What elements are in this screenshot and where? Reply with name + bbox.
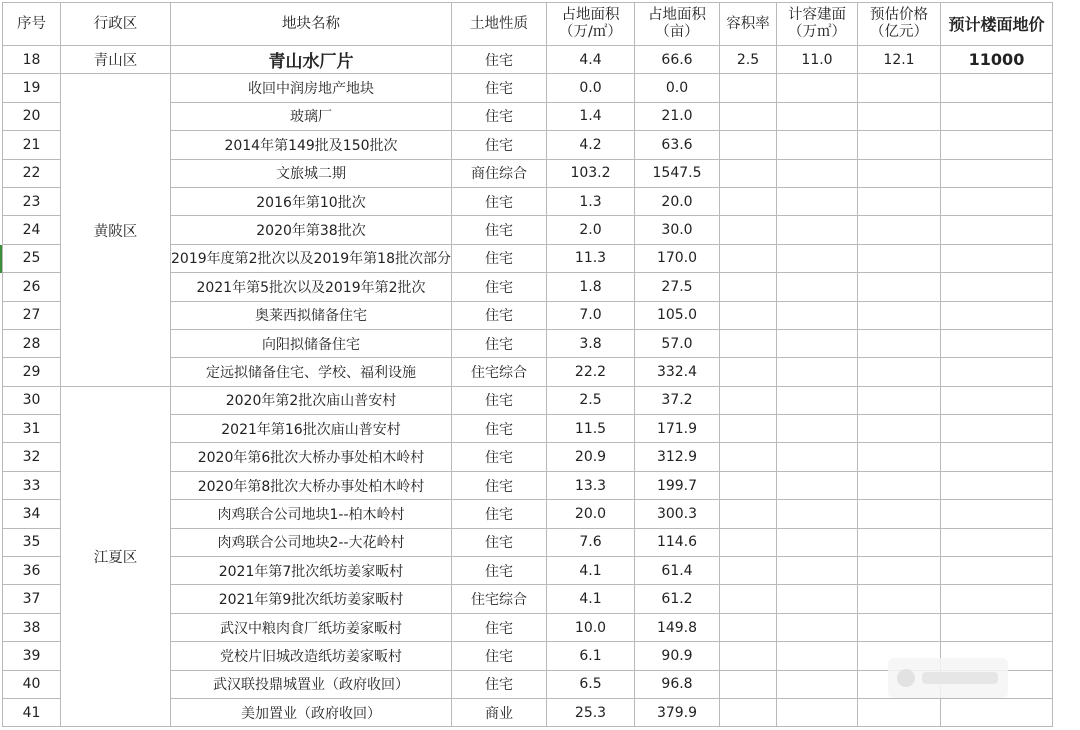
- cell-land-use[interactable]: 住宅: [452, 642, 547, 670]
- cell-seq[interactable]: 24: [3, 216, 61, 244]
- cell-parcel-name[interactable]: 2020年第38批次: [171, 216, 452, 244]
- cell-parcel-name[interactable]: 青山水厂片: [171, 46, 452, 74]
- cell-area-mu[interactable]: 171.9: [635, 415, 720, 443]
- cell-floor-price[interactable]: [941, 102, 1053, 130]
- cell-area-wan[interactable]: 4.1: [547, 557, 635, 585]
- cell-price[interactable]: [858, 443, 941, 471]
- cell-seq[interactable]: 21: [3, 131, 61, 159]
- cell-district[interactable]: 黄陂区: [61, 74, 171, 386]
- cell-far[interactable]: [720, 301, 777, 329]
- cell-gfa[interactable]: [777, 528, 858, 556]
- cell-seq[interactable]: 30: [3, 386, 61, 414]
- cell-area-mu[interactable]: 66.6: [635, 46, 720, 74]
- cell-price[interactable]: [858, 102, 941, 130]
- cell-gfa[interactable]: [777, 216, 858, 244]
- cell-parcel-name[interactable]: 2021年第9批次纸坊姜家畈村: [171, 585, 452, 613]
- cell-land-use[interactable]: 住宅: [452, 670, 547, 698]
- cell-land-use[interactable]: 商住综合: [452, 159, 547, 187]
- cell-seq[interactable]: 36: [3, 557, 61, 585]
- cell-seq[interactable]: 29: [3, 358, 61, 386]
- header-area-mu[interactable]: 占地面积 （亩）: [635, 3, 720, 46]
- cell-floor-price[interactable]: [941, 415, 1053, 443]
- cell-land-use[interactable]: 住宅综合: [452, 585, 547, 613]
- cell-seq[interactable]: 26: [3, 273, 61, 301]
- cell-price[interactable]: [858, 273, 941, 301]
- cell-area-wan[interactable]: 20.9: [547, 443, 635, 471]
- cell-land-use[interactable]: 住宅: [452, 187, 547, 215]
- cell-far[interactable]: [720, 74, 777, 102]
- header-floor-price[interactable]: 预计楼面地价: [941, 3, 1053, 46]
- cell-land-use[interactable]: 住宅: [452, 443, 547, 471]
- cell-far[interactable]: [720, 557, 777, 585]
- cell-seq[interactable]: 37: [3, 585, 61, 613]
- cell-seq[interactable]: 28: [3, 329, 61, 357]
- cell-land-use[interactable]: 住宅: [452, 415, 547, 443]
- cell-far[interactable]: [720, 329, 777, 357]
- cell-seq[interactable]: 41: [3, 698, 61, 726]
- cell-parcel-name[interactable]: 党校片旧城改造纸坊姜家畈村: [171, 642, 452, 670]
- cell-gfa[interactable]: [777, 557, 858, 585]
- cell-area-mu[interactable]: 37.2: [635, 386, 720, 414]
- cell-area-wan[interactable]: 6.5: [547, 670, 635, 698]
- cell-parcel-name[interactable]: 2020年第8批次大桥办事处柏木岭村: [171, 471, 452, 499]
- cell-parcel-name[interactable]: 收回中润房地产地块: [171, 74, 452, 102]
- cell-floor-price[interactable]: [941, 187, 1053, 215]
- cell-parcel-name[interactable]: 肉鸡联合公司地块2--大花岭村: [171, 528, 452, 556]
- cell-far[interactable]: [720, 443, 777, 471]
- cell-parcel-name[interactable]: 奥莱西拟储备住宅: [171, 301, 452, 329]
- table-row: [3, 46, 1053, 74]
- land-parcel-table: [2, 2, 1053, 727]
- cell-price[interactable]: [858, 216, 941, 244]
- cell-floor-price[interactable]: [941, 471, 1053, 499]
- cell-gfa[interactable]: [777, 642, 858, 670]
- cell-parcel-name[interactable]: 2021年第7批次纸坊姜家畈村: [171, 557, 452, 585]
- cell-seq[interactable]: 40: [3, 670, 61, 698]
- cell-area-wan[interactable]: 25.3: [547, 698, 635, 726]
- cell-far[interactable]: [720, 528, 777, 556]
- cell-area-mu[interactable]: 199.7: [635, 471, 720, 499]
- cell-far[interactable]: [720, 415, 777, 443]
- cell-gfa[interactable]: [777, 187, 858, 215]
- cell-seq[interactable]: 33: [3, 471, 61, 499]
- cell-floor-price[interactable]: [941, 358, 1053, 386]
- cell-price[interactable]: [858, 386, 941, 414]
- cell-area-mu[interactable]: 61.2: [635, 585, 720, 613]
- cell-land-use[interactable]: 住宅: [452, 131, 547, 159]
- cell-parcel-name[interactable]: 武汉中粮肉食厂纸坊姜家畈村: [171, 613, 452, 641]
- cell-floor-price[interactable]: [941, 443, 1053, 471]
- cell-floor-price[interactable]: [941, 528, 1053, 556]
- cell-floor-price[interactable]: [941, 329, 1053, 357]
- cell-far[interactable]: [720, 386, 777, 414]
- cell-area-wan[interactable]: 11.3: [547, 244, 635, 272]
- cell-far[interactable]: [720, 642, 777, 670]
- header-seq[interactable]: 序号: [3, 3, 61, 46]
- cell-parcel-name[interactable]: 2014年第149批及150批次: [171, 131, 452, 159]
- header-district[interactable]: 行政区: [61, 3, 171, 46]
- cell-land-use[interactable]: 住宅综合: [452, 358, 547, 386]
- cell-area-mu[interactable]: 30.0: [635, 216, 720, 244]
- cell-seq[interactable]: 35: [3, 528, 61, 556]
- cell-parcel-name[interactable]: 2021年第5批次以及2019年第2批次: [171, 273, 452, 301]
- cell-gfa[interactable]: [777, 670, 858, 698]
- cell-area-mu[interactable]: 90.9: [635, 642, 720, 670]
- cell-area-mu[interactable]: 114.6: [635, 528, 720, 556]
- cell-gfa[interactable]: [777, 273, 858, 301]
- cell-land-use[interactable]: 住宅: [452, 216, 547, 244]
- cell-area-wan[interactable]: 10.0: [547, 613, 635, 641]
- cell-land-use[interactable]: 住宅: [452, 273, 547, 301]
- cell-floor-price[interactable]: [941, 557, 1053, 585]
- cell-area-mu[interactable]: 0.0: [635, 74, 720, 102]
- table-body: [3, 46, 1053, 727]
- cell-parcel-name[interactable]: 美加置业（政府收回）: [171, 698, 452, 726]
- cell-parcel-name[interactable]: 2016年第10批次: [171, 187, 452, 215]
- cell-area-wan[interactable]: 2.0: [547, 216, 635, 244]
- cell-area-wan[interactable]: 7.6: [547, 528, 635, 556]
- cell-seq[interactable]: 18: [3, 46, 61, 74]
- cell-far[interactable]: [720, 216, 777, 244]
- cell-area-wan[interactable]: 2.5: [547, 386, 635, 414]
- cell-land-use[interactable]: 住宅: [452, 471, 547, 499]
- cell-price[interactable]: [858, 74, 941, 102]
- cell-price[interactable]: [858, 301, 941, 329]
- cell-floor-price[interactable]: [941, 131, 1053, 159]
- cell-area-mu[interactable]: 1547.5: [635, 159, 720, 187]
- cell-gfa[interactable]: [777, 585, 858, 613]
- cell-area-wan[interactable]: 11.5: [547, 415, 635, 443]
- cell-area-wan[interactable]: 6.1: [547, 642, 635, 670]
- cell-area-wan[interactable]: 20.0: [547, 500, 635, 528]
- cell-area-wan[interactable]: 22.2: [547, 358, 635, 386]
- cell-gfa[interactable]: [777, 329, 858, 357]
- cell-land-use[interactable]: 商业: [452, 698, 547, 726]
- cell-price[interactable]: [858, 415, 941, 443]
- cell-price[interactable]: [858, 358, 941, 386]
- cell-land-use[interactable]: 住宅: [452, 613, 547, 641]
- cell-land-use[interactable]: 住宅: [452, 74, 547, 102]
- cell-area-wan[interactable]: 0.0: [547, 74, 635, 102]
- cell-parcel-name[interactable]: 2021年第16批次庙山普安村: [171, 415, 452, 443]
- cell-seq[interactable]: 39: [3, 642, 61, 670]
- cell-parcel-name[interactable]: 武汉联投鼎城置业（政府收回）: [171, 670, 452, 698]
- cell-gfa[interactable]: [777, 301, 858, 329]
- cell-area-wan[interactable]: 13.3: [547, 471, 635, 499]
- cell-area-wan[interactable]: 4.1: [547, 585, 635, 613]
- cell-land-use[interactable]: 住宅: [452, 46, 547, 74]
- cell-area-wan[interactable]: 1.4: [547, 102, 635, 130]
- cell-area-mu[interactable]: 96.8: [635, 670, 720, 698]
- cell-district[interactable]: 青山区: [61, 46, 171, 74]
- header-gfa[interactable]: 计容建面 （万㎡）: [777, 3, 858, 46]
- cell-far[interactable]: [720, 358, 777, 386]
- cell-floor-price[interactable]: [941, 500, 1053, 528]
- header-name[interactable]: 地块名称: [171, 3, 452, 46]
- cell-gfa[interactable]: [777, 613, 858, 641]
- cell-seq[interactable]: 31: [3, 415, 61, 443]
- cell-area-mu[interactable]: 20.0: [635, 187, 720, 215]
- cell-price[interactable]: [858, 613, 941, 641]
- cell-seq[interactable]: 22: [3, 159, 61, 187]
- cell-area-mu[interactable]: 149.8: [635, 613, 720, 641]
- cell-price[interactable]: [858, 471, 941, 499]
- table-row: [3, 386, 1053, 414]
- cell-far[interactable]: [720, 613, 777, 641]
- cell-price[interactable]: [858, 557, 941, 585]
- cell-land-use[interactable]: 住宅: [452, 301, 547, 329]
- cell-land-use[interactable]: 住宅: [452, 244, 547, 272]
- cell-price[interactable]: 12.1: [858, 46, 941, 74]
- cell-land-use[interactable]: 住宅: [452, 557, 547, 585]
- cell-floor-price[interactable]: [941, 301, 1053, 329]
- cell-parcel-name[interactable]: 玻璃厂: [171, 102, 452, 130]
- cell-parcel-name[interactable]: 肉鸡联合公司地块1--柏木岭村: [171, 500, 452, 528]
- header-far[interactable]: 容积率: [720, 3, 777, 46]
- cell-far[interactable]: [720, 244, 777, 272]
- cell-area-mu[interactable]: 170.0: [635, 244, 720, 272]
- cell-area-mu[interactable]: 300.3: [635, 500, 720, 528]
- cell-area-mu[interactable]: 312.9: [635, 443, 720, 471]
- cell-land-use[interactable]: 住宅: [452, 329, 547, 357]
- cell-area-mu[interactable]: 27.5: [635, 273, 720, 301]
- cell-parcel-name[interactable]: 2020年第6批次大桥办事处柏木岭村: [171, 443, 452, 471]
- watermark-logo: [888, 658, 1008, 698]
- cell-gfa[interactable]: [777, 386, 858, 414]
- cell-parcel-name[interactable]: 向阳拟储备住宅: [171, 329, 452, 357]
- cell-price[interactable]: [858, 131, 941, 159]
- cell-gfa[interactable]: [777, 415, 858, 443]
- cell-area-wan[interactable]: 7.0: [547, 301, 635, 329]
- cell-gfa[interactable]: 11.0: [777, 46, 858, 74]
- cell-floor-price[interactable]: [941, 273, 1053, 301]
- cell-area-mu[interactable]: 21.0: [635, 102, 720, 130]
- cell-price[interactable]: [858, 329, 941, 357]
- cell-seq[interactable]: 19: [3, 74, 61, 102]
- cell-floor-price[interactable]: [941, 74, 1053, 102]
- cell-far[interactable]: [720, 698, 777, 726]
- cell-seq[interactable]: 27: [3, 301, 61, 329]
- cell-price[interactable]: [858, 159, 941, 187]
- cell-price[interactable]: [858, 244, 941, 272]
- cell-far[interactable]: 2.5: [720, 46, 777, 74]
- cell-price[interactable]: [858, 698, 941, 726]
- cell-far[interactable]: [720, 471, 777, 499]
- cell-gfa[interactable]: [777, 74, 858, 102]
- cell-area-mu[interactable]: 105.0: [635, 301, 720, 329]
- cell-gfa[interactable]: [777, 159, 858, 187]
- cell-gfa[interactable]: [777, 244, 858, 272]
- cell-area-wan[interactable]: 1.8: [547, 273, 635, 301]
- cell-gfa[interactable]: [777, 443, 858, 471]
- cell-far[interactable]: [720, 187, 777, 215]
- cell-price[interactable]: [858, 187, 941, 215]
- cell-parcel-name[interactable]: 定远拟储备住宅、学校、福利设施: [171, 358, 452, 386]
- cell-floor-price[interactable]: [941, 216, 1053, 244]
- cell-area-wan[interactable]: 3.8: [547, 329, 635, 357]
- cell-far[interactable]: [720, 670, 777, 698]
- cell-gfa[interactable]: [777, 131, 858, 159]
- cell-seq[interactable]: 23: [3, 187, 61, 215]
- cell-far[interactable]: [720, 585, 777, 613]
- cell-land-use[interactable]: 住宅: [452, 528, 547, 556]
- cell-land-use[interactable]: 住宅: [452, 386, 547, 414]
- header-land-use[interactable]: 土地性质: [452, 3, 547, 46]
- cell-floor-price[interactable]: [941, 698, 1053, 726]
- header-row: [3, 3, 1053, 46]
- cell-far[interactable]: [720, 131, 777, 159]
- cell-far[interactable]: [720, 500, 777, 528]
- cell-far[interactable]: [720, 102, 777, 130]
- header-price[interactable]: 预估价格 （亿元）: [858, 3, 941, 46]
- cell-area-mu[interactable]: 61.4: [635, 557, 720, 585]
- cell-seq[interactable]: 38: [3, 613, 61, 641]
- cell-floor-price[interactable]: [941, 613, 1053, 641]
- cell-parcel-name[interactable]: 2020年第2批次庙山普安村: [171, 386, 452, 414]
- cell-area-mu[interactable]: 57.0: [635, 329, 720, 357]
- cell-parcel-name[interactable]: 2019年度第2批次以及2019年第18批次部分: [171, 244, 452, 272]
- cell-seq[interactable]: 32: [3, 443, 61, 471]
- cell-area-mu[interactable]: 379.9: [635, 698, 720, 726]
- cell-area-wan[interactable]: 103.2: [547, 159, 635, 187]
- cell-floor-price[interactable]: [941, 386, 1053, 414]
- cell-area-mu[interactable]: 332.4: [635, 358, 720, 386]
- cell-floor-price[interactable]: 11000: [941, 46, 1053, 74]
- cell-area-mu[interactable]: 63.6: [635, 131, 720, 159]
- cell-floor-price[interactable]: [941, 244, 1053, 272]
- cell-seq[interactable]: 25: [3, 244, 61, 272]
- cell-seq[interactable]: 34: [3, 500, 61, 528]
- cell-land-use[interactable]: 住宅: [452, 500, 547, 528]
- cell-far[interactable]: [720, 159, 777, 187]
- header-area-wan[interactable]: 占地面积 （万/㎡）: [547, 3, 635, 46]
- cell-far[interactable]: [720, 273, 777, 301]
- table-row: [3, 74, 1053, 102]
- cell-gfa[interactable]: [777, 500, 858, 528]
- cell-floor-price[interactable]: [941, 585, 1053, 613]
- cell-area-wan[interactable]: 4.2: [547, 131, 635, 159]
- cell-land-use[interactable]: 住宅: [452, 102, 547, 130]
- cell-floor-price[interactable]: [941, 159, 1053, 187]
- cell-area-wan[interactable]: 1.3: [547, 187, 635, 215]
- cell-price[interactable]: [858, 528, 941, 556]
- cell-seq[interactable]: 20: [3, 102, 61, 130]
- cell-gfa[interactable]: [777, 102, 858, 130]
- cell-gfa[interactable]: [777, 471, 858, 499]
- cell-gfa[interactable]: [777, 698, 858, 726]
- cell-area-wan[interactable]: 4.4: [547, 46, 635, 74]
- cell-gfa[interactable]: [777, 358, 858, 386]
- cell-district[interactable]: 江夏区: [61, 386, 171, 727]
- cell-parcel-name[interactable]: 文旅城二期: [171, 159, 452, 187]
- cell-price[interactable]: [858, 585, 941, 613]
- cell-price[interactable]: [858, 500, 941, 528]
